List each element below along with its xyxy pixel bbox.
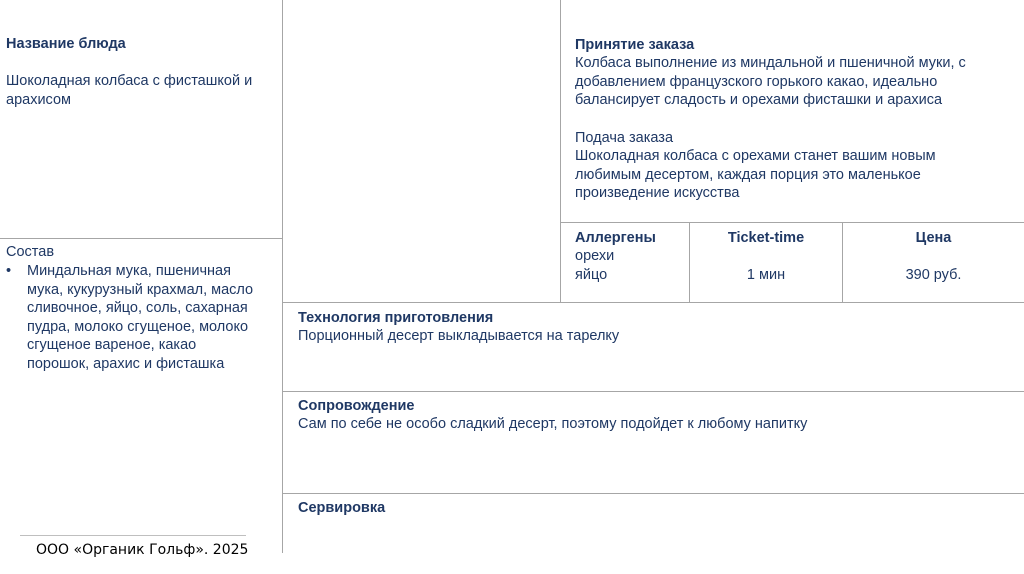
serve-description: Шоколадная колбаса с орехами станет вашим новым любимым десертом, каждая порция это маленькое произведение искусства [575,148,936,201]
divider-technology-top [282,302,1024,303]
divider-vertical-right [560,0,561,303]
price-label: Цена [915,230,952,246]
divider-right-horizontal-top [560,222,1024,223]
accompaniment-text: Сам по себе не особо сладкий десерт, поэтому подойдет к любому напитку [298,416,808,432]
technology-label: Технология приготовления [298,310,494,326]
composition-label: Состав [6,244,55,260]
divider-vertical-left [282,0,283,553]
composition-bullet: • [6,263,12,279]
allergens-label: Аллергены [575,230,656,246]
footer-divider [20,535,246,536]
technology-text: Порционный десерт выкладывается на тарелку [298,328,620,344]
footer-company: ООО «Органик Гольф». 2025 [36,542,249,558]
serve-label: Подача заказа [575,130,674,146]
divider-left-horizontal [0,238,283,239]
accompaniment-label: Сопровождение [298,398,415,414]
dish-name-value: Шоколадная колбаса с фисташкой и арахисом [6,73,253,108]
divider-serving-top [282,493,1024,494]
dish-name-label: Название блюда [6,36,126,52]
ticket-time-label: Ticket-time [727,230,805,246]
ticket-time-value: 1 мин [746,267,786,283]
divider-accompaniment-top [282,391,1024,392]
order-title: Принятие заказа [575,37,695,53]
composition-list-item: Миндальная мука, пшеничная мука, кукурузный крахмал, масло сливочное, яйцо, соль, сахарная пудра, молоко сгущеное, молоко сгущеное вареное, какао порошок, арахис и фисташка [27,263,254,372]
order-description: Колбаса выполнение из миндальной и пшеничной муки, с добавлением французского горького какао, идеально балансирует сладость и орехами фисташки и арахиса [575,55,966,108]
price-value: 390 руб. [905,267,962,283]
serving-label: Сервировка [298,500,386,516]
allergens-list: орехи яйцо [575,248,615,283]
